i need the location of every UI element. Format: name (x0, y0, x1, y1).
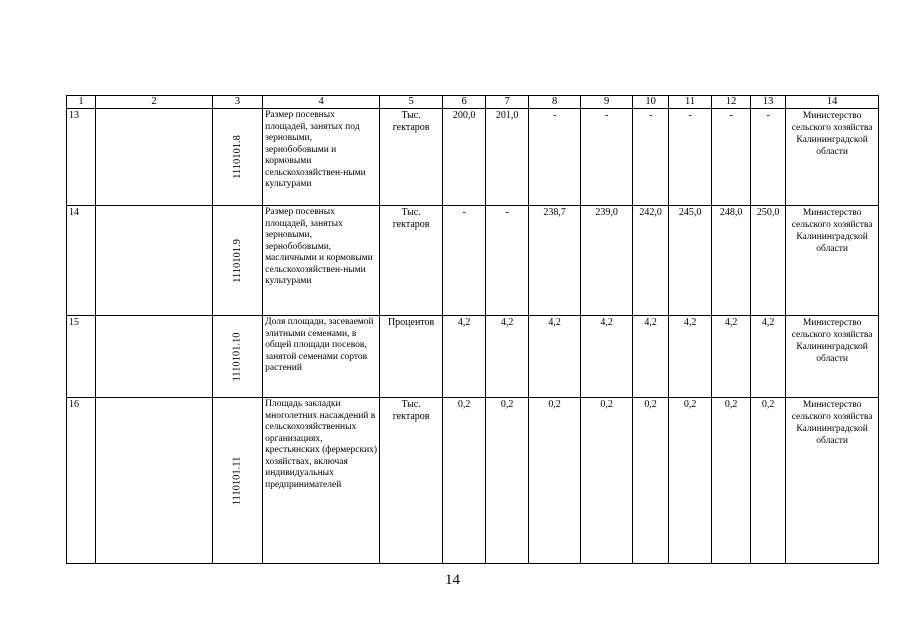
indicator-code: 1110101.8 (231, 135, 243, 179)
column-header: 8 (529, 96, 581, 109)
column-header: 12 (712, 96, 751, 109)
value-cell: 0,2 (712, 398, 751, 564)
column-header: 6 (443, 96, 486, 109)
table-row (67, 109, 879, 206)
value-cell: 238,7 (529, 206, 581, 316)
indicators-table (66, 95, 879, 564)
column-header: 3 (213, 96, 263, 109)
column-header: 1 (67, 96, 96, 109)
value-cell: - (751, 109, 786, 206)
column-header: 14 (786, 96, 879, 109)
value-cell: 4,2 (633, 316, 669, 398)
page-number: 14 (445, 572, 460, 588)
column-header: 4 (263, 96, 380, 109)
indicator-code-cell (213, 398, 263, 564)
column-header: 10 (633, 96, 669, 109)
indicator-description: Размер посевных площадей, занятых зерновыми, зернобобовыми, масличными и кормовыми сельскохозяйствен-ными культурами (263, 206, 380, 316)
value-cell: 0,2 (633, 398, 669, 564)
table-header-row (67, 96, 879, 109)
row-number: 14 (67, 206, 96, 316)
value-cell: 245,0 (669, 206, 712, 316)
unit-cell: Тыс. гектаров (380, 109, 443, 206)
value-cell: 0,2 (486, 398, 529, 564)
value-cell: 239,0 (581, 206, 633, 316)
indicator-description: Доля площади, засеваемой элитными семенами, в общей площади посевов, занятой семенами сортов растений (263, 316, 380, 398)
unit-cell: Тыс. гектаров (380, 206, 443, 316)
value-cell: 200,0 (443, 109, 486, 206)
value-cell: 4,2 (712, 316, 751, 398)
value-cell: 4,2 (486, 316, 529, 398)
value-cell: 0,2 (443, 398, 486, 564)
value-cell: 4,2 (669, 316, 712, 398)
value-cell: 4,2 (581, 316, 633, 398)
row-column-2 (96, 398, 213, 564)
value-cell: - (712, 109, 751, 206)
row-number: 16 (67, 398, 96, 564)
value-cell: 0,2 (669, 398, 712, 564)
responsible-organization: Министерство сельского хозяйства Калининградской области (786, 316, 879, 398)
column-header: 7 (486, 96, 529, 109)
value-cell: - (669, 109, 712, 206)
value-cell: - (486, 206, 529, 316)
row-column-2 (96, 109, 213, 206)
value-cell: 0,2 (529, 398, 581, 564)
indicator-code: 1110101.9 (231, 238, 243, 283)
row-number: 13 (67, 109, 96, 206)
indicator-code-cell (213, 109, 263, 206)
responsible-organization: Министерство сельского хозяйства Калининградской области (786, 109, 879, 206)
indicator-code: 1110101.10 (231, 331, 243, 382)
table-row (67, 398, 879, 564)
value-cell: - (443, 206, 486, 316)
responsible-organization: Министерство сельского хозяйства Калининградской области (786, 398, 879, 564)
row-number: 15 (67, 316, 96, 398)
value-cell: - (581, 109, 633, 206)
value-cell: - (529, 109, 581, 206)
unit-cell: Тыс. гектаров (380, 398, 443, 564)
indicator-code-cell (213, 316, 263, 398)
value-cell: 4,2 (751, 316, 786, 398)
column-header: 11 (669, 96, 712, 109)
column-header: 2 (96, 96, 213, 109)
value-cell: - (633, 109, 669, 206)
value-cell: 242,0 (633, 206, 669, 316)
value-cell: 201,0 (486, 109, 529, 206)
value-cell: 0,2 (581, 398, 633, 564)
value-cell: 248,0 (712, 206, 751, 316)
value-cell: 250,0 (751, 206, 786, 316)
value-cell: 0,2 (751, 398, 786, 564)
value-cell: 4,2 (443, 316, 486, 398)
table-row (67, 316, 879, 398)
responsible-organization: Министерство сельского хозяйства Калининградской области (786, 206, 879, 316)
indicator-description: Площадь закладки многолетних насаждений в сельскохозяйственных организациях, крестьянских (фермерских) хозяйствах, включая индивидуальных предпринимателей (263, 398, 380, 564)
table-row (67, 206, 879, 316)
value-cell: 4,2 (529, 316, 581, 398)
unit-cell: Процентов (380, 316, 443, 398)
indicator-code: 1110101.11 (231, 456, 243, 505)
indicator-description: Размер посевных площадей, занятых под зерновыми, зернобобовыми и кормовыми сельскохозяйствен-ными культурами (263, 109, 380, 206)
column-header: 9 (581, 96, 633, 109)
column-header: 13 (751, 96, 786, 109)
row-column-2 (96, 316, 213, 398)
row-column-2 (96, 206, 213, 316)
column-header: 5 (380, 96, 443, 109)
indicator-code-cell (213, 206, 263, 316)
